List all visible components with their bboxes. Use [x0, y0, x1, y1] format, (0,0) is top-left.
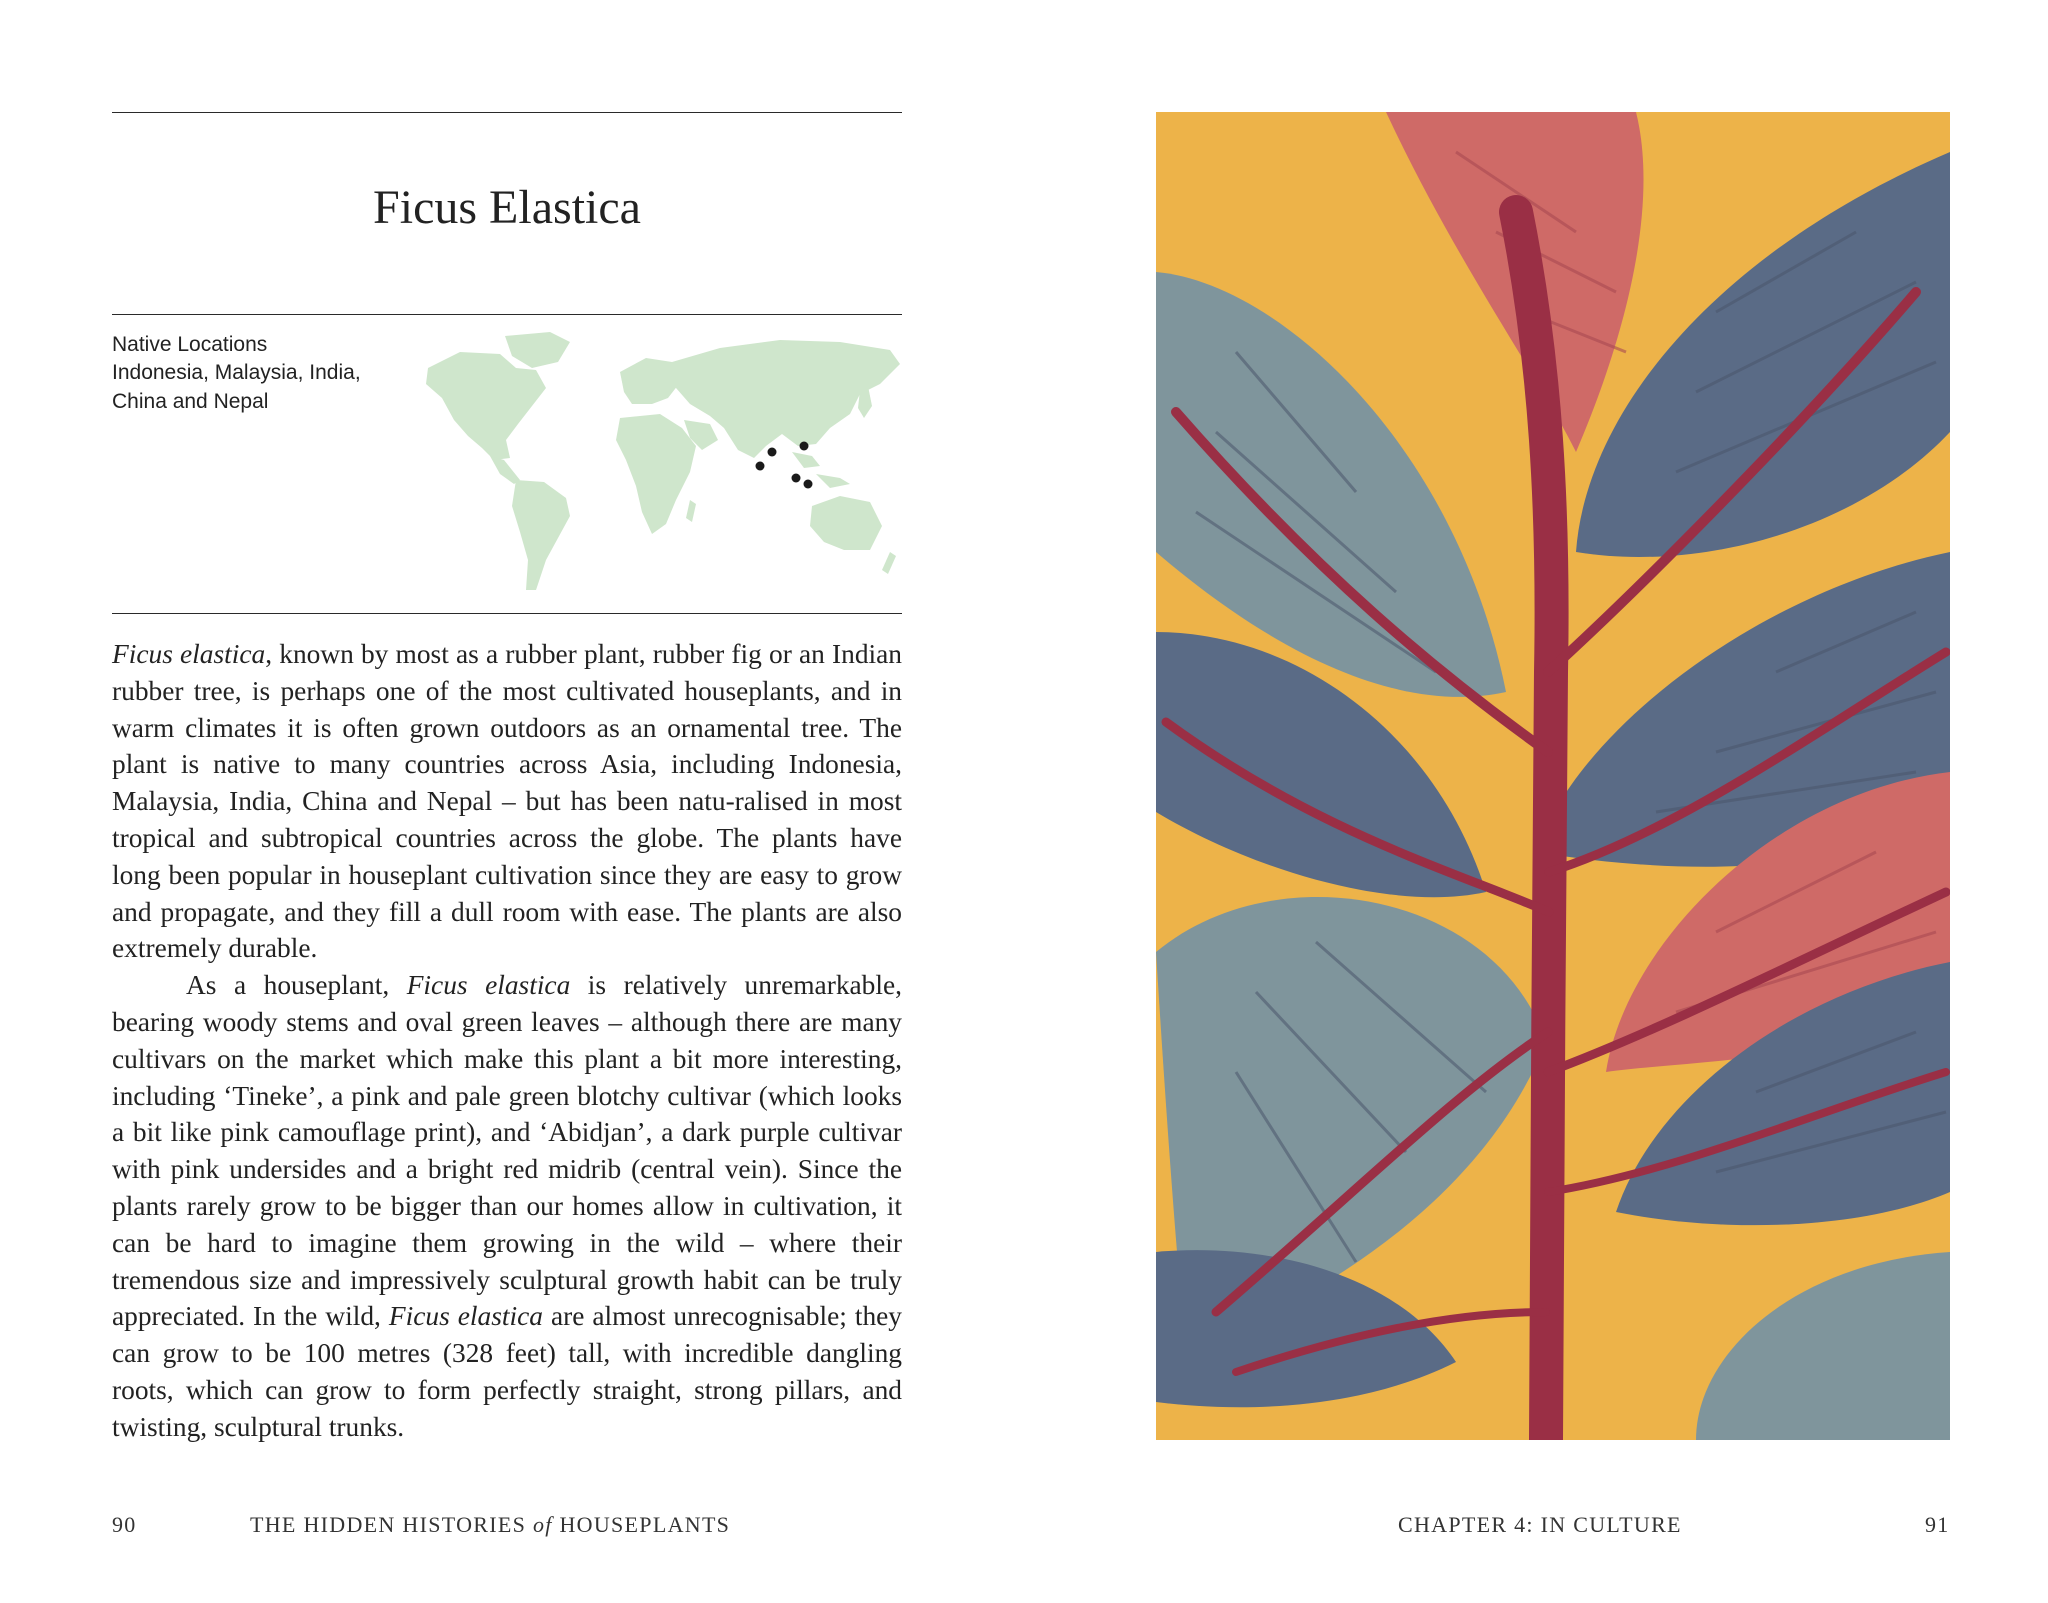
- map-land: [426, 332, 900, 590]
- native-locations-label: Native Locations: [112, 333, 268, 356]
- location-dot-india: [756, 462, 765, 471]
- native-locations-list: Indonesia, Malaysia, India, China and Nepal: [112, 361, 361, 413]
- italic-species-name: Ficus elastica: [112, 639, 266, 669]
- text-run: is relatively unremarkable, bearing woody stems and oval green leaves – although there are many cultivars on the market which make this plant a bit more interesting, including ‘Tineke’, a pink and pale green blotchy cultivar (which looks a bit like pink camouflage print), and ‘Abidjan’, a dark purple cultivar with pink undersides and a bright red midrib (central vein). Since the plants rarely grow to be bigger than our homes allow in cultivation, it can be hard to imagine them growing in the wild – where their tremendous size and impressively sculptural growth habit can be truly appreciated. In the wild,: [112, 970, 902, 1332]
- location-dot-indonesia: [804, 480, 813, 489]
- location-dot-malaysia: [792, 474, 801, 483]
- location-dot-china: [800, 442, 809, 451]
- body-text: [112, 636, 902, 1446]
- italic-species-name: Ficus elastica: [388, 1301, 543, 1332]
- rubber-plant-illustration: [1156, 112, 1950, 1440]
- top-rule: [112, 112, 902, 113]
- running-head-right: CHAPTER 4: IN CULTURE: [1398, 1512, 1682, 1537]
- world-map: [420, 328, 902, 598]
- paragraph-2: [112, 967, 902, 1445]
- text-run: are almost unrecognisable; they can grow to be 100 metres (328 feet) tall, with incredible dangling roots, which can grow to form perfectly straight, strong pillars, and twisting, sculptural trunks.: [112, 1301, 902, 1442]
- text-run: , known by most as a rubber plant, rubber fig or an Indian rubber tree, is perhaps one of the most cultivated houseplants, and in warm climates it is often grown outdoors as an ornamental tree. The plant is native to many countries across Asia, including Indonesia, Malaysia, India, China and Nepal – but has been natu-ralised in most tropical and subtropical countries across the globe. The plants have long been popular in houseplant cultivation since they are easy to grow and propagate, and they fill a dull room with ease. The plants are also extremely durable.: [112, 639, 903, 964]
- page-number-left: 90: [112, 1512, 137, 1537]
- running-head-left-pre: THE HIDDEN HISTORIES: [250, 1512, 533, 1537]
- italic-species-name: Ficus elastica: [406, 970, 571, 1001]
- page-title: Ficus Elastica: [373, 181, 641, 234]
- native-top-rule: [112, 314, 902, 315]
- page-number-right: 91: [1925, 1512, 1950, 1537]
- native-bottom-rule: [112, 613, 902, 614]
- running-head-left-post: HOUSEPLANTS: [552, 1512, 731, 1537]
- location-dot-nepal: [768, 448, 777, 457]
- paragraph-1: [112, 636, 902, 967]
- running-head-left: [250, 1512, 730, 1538]
- text-run: As a houseplant,: [186, 970, 407, 1001]
- running-head-left-italic: of: [532, 1512, 553, 1537]
